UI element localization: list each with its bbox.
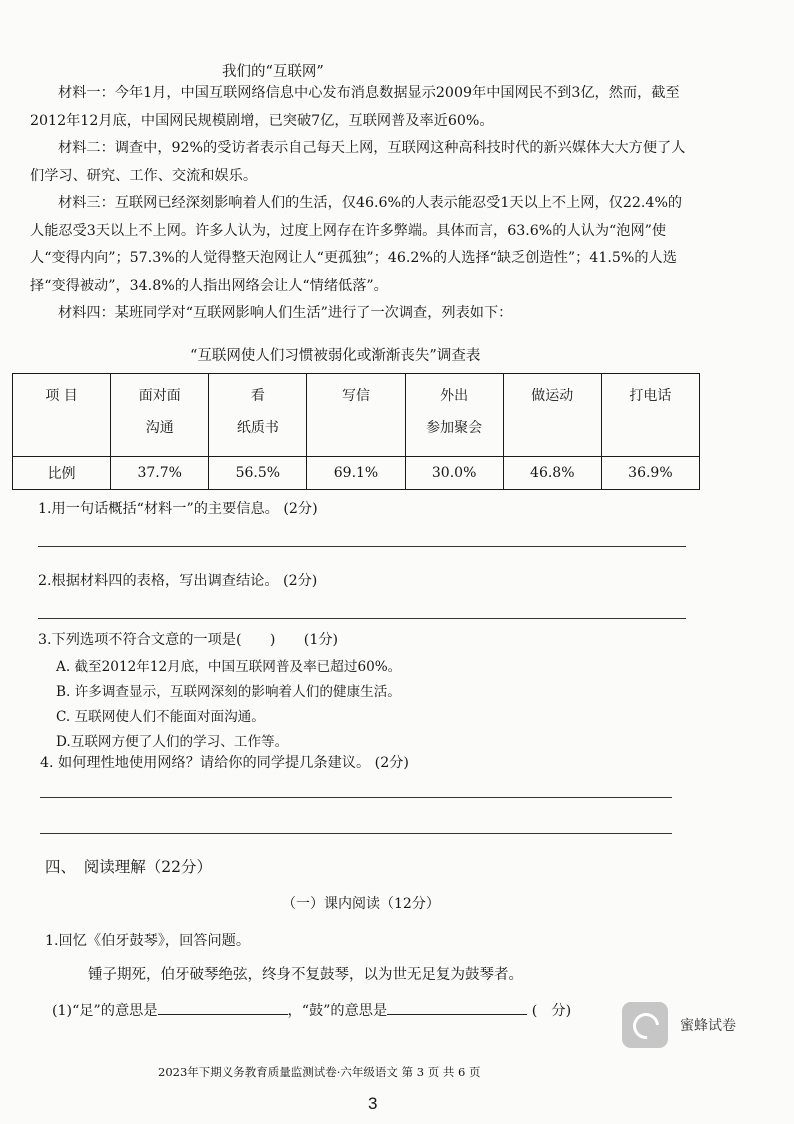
material-4: 材料四：某班同学对“互联网影响人们生活”进行了一次调查，列表如下： (58, 305, 513, 321)
subquestion-score: ( 分) (531, 1003, 572, 1019)
table-cell: 36.9% (601, 457, 699, 490)
materials-block (30, 80, 690, 328)
reading-quote: 锺子期死，伯牙破琴绝弦，终身不复鼓琴，以为世无足复为鼓琴者。 (88, 967, 523, 983)
table-header-cell: 面对面 沟通 (111, 374, 209, 457)
option-c[interactable]: C. 互联网使人们不能面对面沟通。 (56, 709, 265, 725)
option-b[interactable]: B. 许多调查显示，互联网深刻的影响着人们的健康生活。 (56, 684, 401, 700)
table-value-row (13, 457, 700, 490)
option-d[interactable]: D.互联网方便了人们的学习、工作等。 (56, 734, 289, 750)
question-4: 4. 如何理性地使用网络？请给你的同学提几条建议。 (2分) (40, 755, 409, 771)
question-2: 2.根据材料四的表格，写出调查结论。 (2分) (38, 573, 318, 589)
table-row-label: 比例 (13, 457, 111, 490)
table-header-cell: 写信 (307, 374, 405, 457)
watermark-logo-icon (622, 1002, 668, 1048)
question-3: 3.下列选项不符合文意的一项是( ) (1分) (38, 632, 339, 648)
table-cell: 56.5% (209, 457, 307, 490)
reading-subquestion-1 (52, 998, 571, 1020)
material-2: 材料二：调查中，92%的受访者表示自己每天上网，互联网这种高科技时代的新兴媒体大大方便了人们学习、研究、工作、交流和娱乐。 (30, 140, 686, 184)
table-cell: 69.1% (307, 457, 405, 490)
subquestion-part-b: ，“鼓”的意思是 (287, 1003, 388, 1019)
answer-blank-gu[interactable] (387, 998, 527, 1015)
question-1: 1.用一句话概括“材料一”的主要信息。 (2分) (38, 501, 318, 517)
answer-line-q1[interactable] (38, 546, 686, 547)
watermark-text: 蜜蜂试卷 (680, 1018, 736, 1034)
table-header-label: 项 目 (13, 374, 111, 457)
page-number: 3 (368, 1094, 378, 1113)
answer-line-q2[interactable] (38, 618, 686, 619)
material-title: 我们的“互联网” (222, 64, 324, 80)
material-3: 材料三：互联网已经深刻影响着人们的生活，仅46.6%的人表示能忍受1天以上不上网，仅22.4%的人能忍受3天以上不上网。许多人认为，过度上网存在许多弊端。具体而言，63.6%的人认为“泡网”使人“变得内向”；57.3%的人觉得整天泡网让人“更孤独”；46.2%的人选择“缺乏创造性”；41.5%的人选择“变得被动”，34.8%的人指出网络会让人“情绪低落”。 (30, 195, 683, 294)
reading-question-1: 1.回忆《伯牙鼓琴》，回答问题。 (45, 933, 251, 949)
material-1: 材料一：今年1月，中国互联网络信息中心发布消息数据显示2009年中国网民不到3亿，然而，截至2012年12月底，中国网民规模剧增，已突破7亿，互联网普及率近60%。 (30, 85, 680, 129)
table-header-cell: 看 纸质书 (209, 374, 307, 457)
table-cell: 37.7% (111, 457, 209, 490)
table-title: “互联网使人们习惯被弱化或渐渐丧失”调查表 (190, 348, 481, 364)
option-a[interactable]: A. 截至2012年12月底，中国互联网普及率已超过60%。 (56, 659, 402, 675)
table-header-cell: 外出 参加聚会 (405, 374, 503, 457)
footer-line: 2023年下期义务教育质量监测试卷·六年级语文 第 3 页 共 6 页 (158, 1065, 481, 1079)
section-subheading: （一）课内阅读（12分） (282, 896, 440, 912)
table-cell: 30.0% (405, 457, 503, 490)
survey-table (12, 373, 700, 490)
answer-line-q4-2[interactable] (40, 833, 672, 834)
table-header-cell: 做运动 (503, 374, 601, 457)
table-header-row (13, 374, 700, 457)
table-header-cell: 打电话 (601, 374, 699, 457)
answer-blank-zu[interactable] (158, 998, 288, 1015)
subquestion-part-a: (1)“足”的意思是 (52, 1003, 158, 1019)
section-heading: 四、 阅读理解（22分） (45, 858, 212, 876)
answer-line-q4-1[interactable] (40, 797, 672, 798)
table-cell: 46.8% (503, 457, 601, 490)
